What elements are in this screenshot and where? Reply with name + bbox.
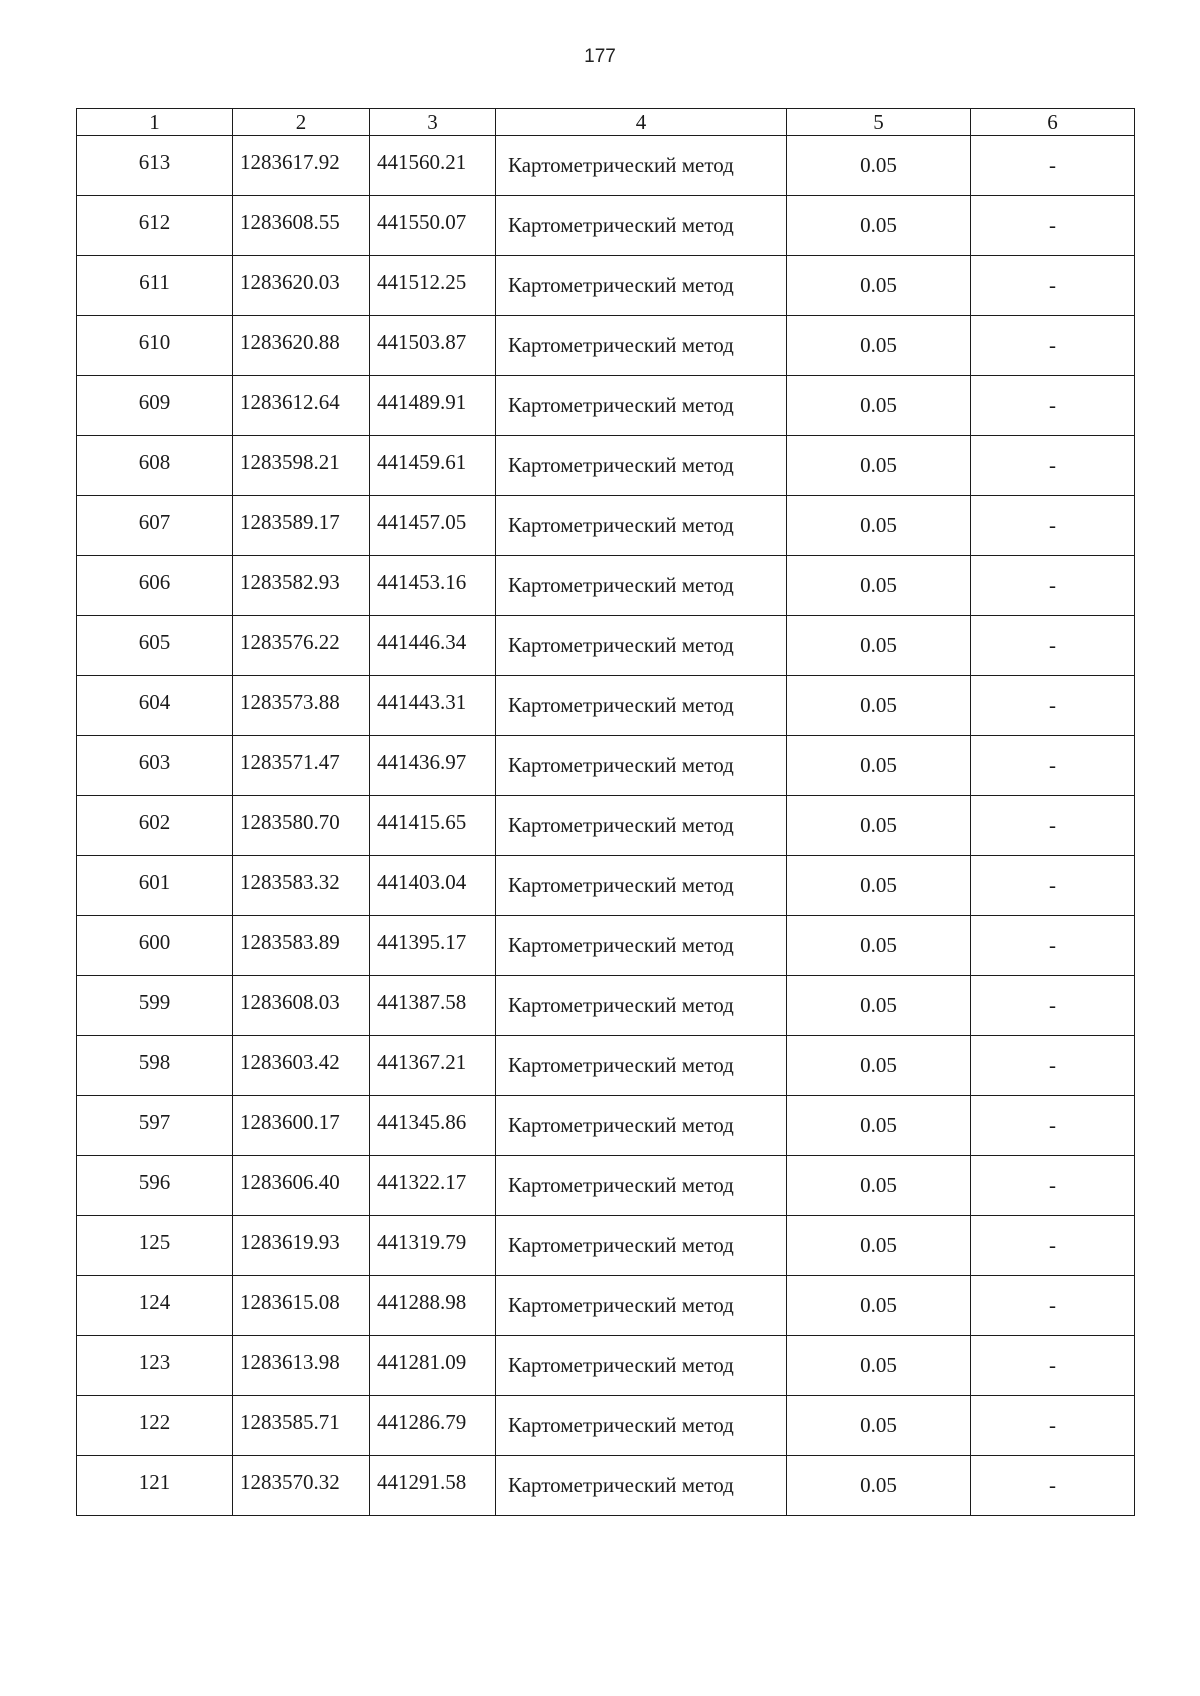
page-number: 177 bbox=[584, 46, 616, 67]
point-number-cell: 600 bbox=[77, 916, 233, 976]
method-cell: Картометрический метод bbox=[496, 556, 787, 616]
y-coordinate-cell: 441443.31 bbox=[370, 676, 496, 736]
point-number-cell: 124 bbox=[77, 1276, 233, 1336]
x-coordinate-cell: 1283571.47 bbox=[233, 736, 370, 796]
table-row bbox=[77, 556, 1135, 616]
note-cell: - bbox=[971, 316, 1135, 376]
note-cell: - bbox=[971, 196, 1135, 256]
y-coordinate-cell: 441288.98 bbox=[370, 1276, 496, 1336]
accuracy-cell: 0.05 bbox=[787, 1096, 971, 1156]
note-cell: - bbox=[971, 736, 1135, 796]
accuracy-cell: 0.05 bbox=[787, 916, 971, 976]
y-coordinate-cell: 441387.58 bbox=[370, 976, 496, 1036]
accuracy-cell: 0.05 bbox=[787, 1336, 971, 1396]
method-cell: Картометрический метод bbox=[496, 1336, 787, 1396]
table-row bbox=[77, 1276, 1135, 1336]
point-number-cell: 122 bbox=[77, 1396, 233, 1456]
table-row bbox=[77, 676, 1135, 736]
table-row bbox=[77, 1216, 1135, 1276]
x-coordinate-cell: 1283603.42 bbox=[233, 1036, 370, 1096]
method-cell: Картометрический метод bbox=[496, 1156, 787, 1216]
note-cell: - bbox=[971, 976, 1135, 1036]
point-number-cell: 598 bbox=[77, 1036, 233, 1096]
method-cell: Картометрический метод bbox=[496, 1396, 787, 1456]
x-coordinate-cell: 1283585.71 bbox=[233, 1396, 370, 1456]
x-coordinate-cell: 1283612.64 bbox=[233, 376, 370, 436]
accuracy-cell: 0.05 bbox=[787, 1216, 971, 1276]
accuracy-cell: 0.05 bbox=[787, 616, 971, 676]
method-cell: Картометрический метод bbox=[496, 1456, 787, 1516]
note-cell: - bbox=[971, 556, 1135, 616]
point-number-cell: 607 bbox=[77, 496, 233, 556]
point-number-cell: 121 bbox=[77, 1456, 233, 1516]
table-row bbox=[77, 496, 1135, 556]
x-coordinate-cell: 1283620.88 bbox=[233, 316, 370, 376]
table-row bbox=[77, 856, 1135, 916]
y-coordinate-cell: 441512.25 bbox=[370, 256, 496, 316]
method-cell: Картометрический метод bbox=[496, 676, 787, 736]
x-coordinate-cell: 1283589.17 bbox=[233, 496, 370, 556]
coordinates-table bbox=[76, 108, 1135, 1516]
accuracy-cell: 0.05 bbox=[787, 1456, 971, 1516]
table-row bbox=[77, 796, 1135, 856]
table-row bbox=[77, 736, 1135, 796]
accuracy-cell: 0.05 bbox=[787, 196, 971, 256]
y-coordinate-cell: 441322.17 bbox=[370, 1156, 496, 1216]
accuracy-cell: 0.05 bbox=[787, 256, 971, 316]
note-cell: - bbox=[971, 1396, 1135, 1456]
accuracy-cell: 0.05 bbox=[787, 1156, 971, 1216]
y-coordinate-cell: 441286.79 bbox=[370, 1396, 496, 1456]
x-coordinate-cell: 1283615.08 bbox=[233, 1276, 370, 1336]
y-coordinate-cell: 441550.07 bbox=[370, 196, 496, 256]
y-coordinate-cell: 441489.91 bbox=[370, 376, 496, 436]
note-cell: - bbox=[971, 1216, 1135, 1276]
accuracy-cell: 0.05 bbox=[787, 856, 971, 916]
method-cell: Картометрический метод bbox=[496, 796, 787, 856]
point-number-cell: 608 bbox=[77, 436, 233, 496]
y-coordinate-cell: 441457.05 bbox=[370, 496, 496, 556]
method-cell: Картометрический метод bbox=[496, 376, 787, 436]
method-cell: Картометрический метод bbox=[496, 496, 787, 556]
method-cell: Картометрический метод bbox=[496, 976, 787, 1036]
table-row bbox=[77, 1096, 1135, 1156]
accuracy-cell: 0.05 bbox=[787, 676, 971, 736]
method-cell: Картометрический метод bbox=[496, 736, 787, 796]
point-number-cell: 597 bbox=[77, 1096, 233, 1156]
note-cell: - bbox=[971, 376, 1135, 436]
header-cell-3: 3 bbox=[370, 109, 496, 136]
table-row bbox=[77, 196, 1135, 256]
y-coordinate-cell: 441367.21 bbox=[370, 1036, 496, 1096]
y-coordinate-cell: 441281.09 bbox=[370, 1336, 496, 1396]
table-row bbox=[77, 436, 1135, 496]
table-row bbox=[77, 916, 1135, 976]
point-number-cell: 599 bbox=[77, 976, 233, 1036]
table-row bbox=[77, 256, 1135, 316]
method-cell: Картометрический метод bbox=[496, 1276, 787, 1336]
table-row bbox=[77, 1336, 1135, 1396]
table-body bbox=[77, 136, 1135, 1516]
y-coordinate-cell: 441459.61 bbox=[370, 436, 496, 496]
note-cell: - bbox=[971, 496, 1135, 556]
point-number-cell: 596 bbox=[77, 1156, 233, 1216]
method-cell: Картометрический метод bbox=[496, 136, 787, 196]
accuracy-cell: 0.05 bbox=[787, 976, 971, 1036]
x-coordinate-cell: 1283570.32 bbox=[233, 1456, 370, 1516]
table-header bbox=[77, 109, 1135, 136]
x-coordinate-cell: 1283620.03 bbox=[233, 256, 370, 316]
table-row bbox=[77, 1156, 1135, 1216]
header-cell-4: 4 bbox=[496, 109, 787, 136]
x-coordinate-cell: 1283582.93 bbox=[233, 556, 370, 616]
method-cell: Картометрический метод bbox=[496, 1036, 787, 1096]
point-number-cell: 613 bbox=[77, 136, 233, 196]
note-cell: - bbox=[971, 1456, 1135, 1516]
x-coordinate-cell: 1283608.55 bbox=[233, 196, 370, 256]
x-coordinate-cell: 1283613.98 bbox=[233, 1336, 370, 1396]
accuracy-cell: 0.05 bbox=[787, 316, 971, 376]
point-number-cell: 604 bbox=[77, 676, 233, 736]
y-coordinate-cell: 441319.79 bbox=[370, 1216, 496, 1276]
table-row bbox=[77, 376, 1135, 436]
table-row bbox=[77, 1396, 1135, 1456]
method-cell: Картометрический метод bbox=[496, 856, 787, 916]
y-coordinate-cell: 441415.65 bbox=[370, 796, 496, 856]
accuracy-cell: 0.05 bbox=[787, 436, 971, 496]
x-coordinate-cell: 1283617.92 bbox=[233, 136, 370, 196]
accuracy-cell: 0.05 bbox=[787, 1396, 971, 1456]
point-number-cell: 601 bbox=[77, 856, 233, 916]
point-number-cell: 612 bbox=[77, 196, 233, 256]
y-coordinate-cell: 441453.16 bbox=[370, 556, 496, 616]
note-cell: - bbox=[971, 1096, 1135, 1156]
note-cell: - bbox=[971, 256, 1135, 316]
table-row bbox=[77, 316, 1135, 376]
point-number-cell: 123 bbox=[77, 1336, 233, 1396]
y-coordinate-cell: 441436.97 bbox=[370, 736, 496, 796]
y-coordinate-cell: 441395.17 bbox=[370, 916, 496, 976]
table-row bbox=[77, 976, 1135, 1036]
y-coordinate-cell: 441403.04 bbox=[370, 856, 496, 916]
note-cell: - bbox=[971, 1276, 1135, 1336]
point-number-cell: 125 bbox=[77, 1216, 233, 1276]
x-coordinate-cell: 1283573.88 bbox=[233, 676, 370, 736]
point-number-cell: 610 bbox=[77, 316, 233, 376]
accuracy-cell: 0.05 bbox=[787, 376, 971, 436]
accuracy-cell: 0.05 bbox=[787, 796, 971, 856]
note-cell: - bbox=[971, 616, 1135, 676]
note-cell: - bbox=[971, 856, 1135, 916]
x-coordinate-cell: 1283580.70 bbox=[233, 796, 370, 856]
header-cell-5: 5 bbox=[787, 109, 971, 136]
y-coordinate-cell: 441291.58 bbox=[370, 1456, 496, 1516]
note-cell: - bbox=[971, 1156, 1135, 1216]
x-coordinate-cell: 1283576.22 bbox=[233, 616, 370, 676]
y-coordinate-cell: 441503.87 bbox=[370, 316, 496, 376]
note-cell: - bbox=[971, 436, 1135, 496]
y-coordinate-cell: 441345.86 bbox=[370, 1096, 496, 1156]
accuracy-cell: 0.05 bbox=[787, 1276, 971, 1336]
y-coordinate-cell: 441560.21 bbox=[370, 136, 496, 196]
accuracy-cell: 0.05 bbox=[787, 1036, 971, 1096]
table-row bbox=[77, 1456, 1135, 1516]
note-cell: - bbox=[971, 1336, 1135, 1396]
point-number-cell: 611 bbox=[77, 256, 233, 316]
x-coordinate-cell: 1283600.17 bbox=[233, 1096, 370, 1156]
note-cell: - bbox=[971, 136, 1135, 196]
header-cell-2: 2 bbox=[233, 109, 370, 136]
method-cell: Картометрический метод bbox=[496, 1096, 787, 1156]
note-cell: - bbox=[971, 796, 1135, 856]
x-coordinate-cell: 1283583.32 bbox=[233, 856, 370, 916]
method-cell: Картометрический метод bbox=[496, 616, 787, 676]
x-coordinate-cell: 1283606.40 bbox=[233, 1156, 370, 1216]
x-coordinate-cell: 1283608.03 bbox=[233, 976, 370, 1036]
x-coordinate-cell: 1283583.89 bbox=[233, 916, 370, 976]
point-number-cell: 609 bbox=[77, 376, 233, 436]
point-number-cell: 605 bbox=[77, 616, 233, 676]
point-number-cell: 602 bbox=[77, 796, 233, 856]
accuracy-cell: 0.05 bbox=[787, 736, 971, 796]
note-cell: - bbox=[971, 676, 1135, 736]
accuracy-cell: 0.05 bbox=[787, 496, 971, 556]
table-row bbox=[77, 136, 1135, 196]
method-cell: Картометрический метод bbox=[496, 196, 787, 256]
x-coordinate-cell: 1283598.21 bbox=[233, 436, 370, 496]
accuracy-cell: 0.05 bbox=[787, 556, 971, 616]
header-row bbox=[77, 109, 1135, 136]
note-cell: - bbox=[971, 916, 1135, 976]
method-cell: Картометрический метод bbox=[496, 316, 787, 376]
table-row bbox=[77, 616, 1135, 676]
method-cell: Картометрический метод bbox=[496, 256, 787, 316]
note-cell: - bbox=[971, 1036, 1135, 1096]
point-number-cell: 603 bbox=[77, 736, 233, 796]
y-coordinate-cell: 441446.34 bbox=[370, 616, 496, 676]
header-cell-6: 6 bbox=[971, 109, 1135, 136]
point-number-cell: 606 bbox=[77, 556, 233, 616]
x-coordinate-cell: 1283619.93 bbox=[233, 1216, 370, 1276]
accuracy-cell: 0.05 bbox=[787, 136, 971, 196]
header-cell-1: 1 bbox=[77, 109, 233, 136]
method-cell: Картометрический метод bbox=[496, 1216, 787, 1276]
table-row bbox=[77, 1036, 1135, 1096]
method-cell: Картометрический метод bbox=[496, 436, 787, 496]
method-cell: Картометрический метод bbox=[496, 916, 787, 976]
